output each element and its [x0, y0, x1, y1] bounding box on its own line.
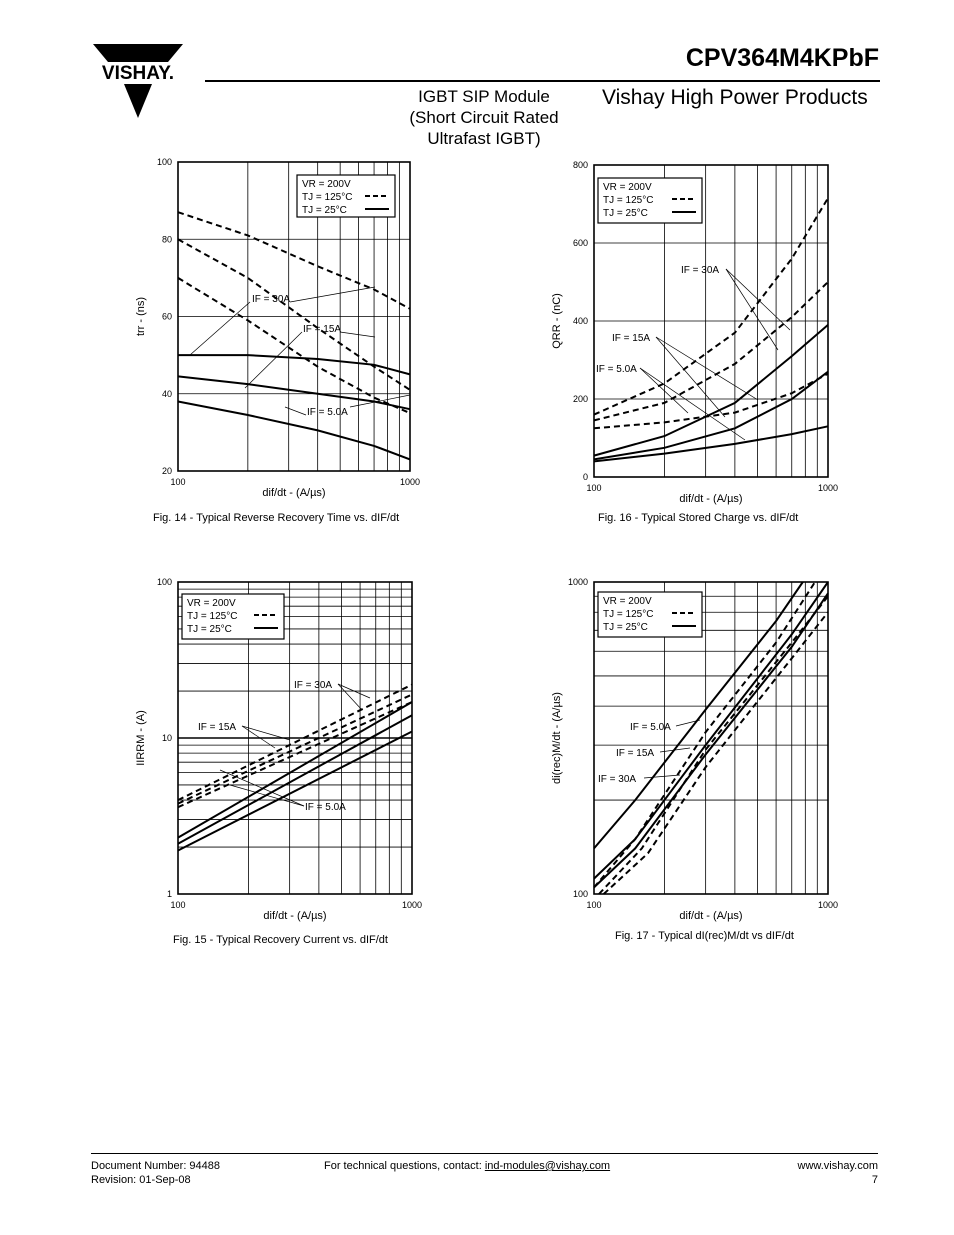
fig16-svg	[540, 155, 850, 505]
module-description	[384, 86, 584, 149]
legend-tj125: TJ = 125°C	[603, 609, 654, 620]
series-line	[178, 212, 410, 309]
fig17-svg	[540, 570, 850, 922]
annotation-leader	[220, 770, 304, 806]
series-line	[178, 715, 412, 844]
fig14-svg	[130, 155, 430, 499]
y-axis-label: trr - (ns)	[135, 296, 147, 337]
y-axis-label: IIRRM - (A)	[135, 710, 147, 766]
annotation-label: IF = 5.0A	[596, 364, 637, 375]
caption-fig15: Fig. 15 - Typical Recovery Current vs. dIF/dt	[173, 934, 388, 946]
annotation-leader	[340, 332, 375, 337]
x-axis-label: dif/dt - (A/µs)	[679, 493, 743, 505]
series-line	[594, 325, 828, 456]
y-tick-label: 800	[572, 160, 588, 170]
legend-vr: V​R = 200V	[302, 179, 351, 190]
legend-tj125: TJ = 125°C	[187, 611, 238, 622]
chart-fig17	[540, 570, 850, 922]
annotation-label: IF = 15A	[198, 722, 237, 733]
series-line	[178, 732, 412, 851]
y-tick-label: 200	[572, 394, 588, 404]
x-axis-label: dif/dt - (A/µs)	[262, 487, 326, 499]
caption-fig16: Fig. 16 - Typical Stored Charge vs. dIF/dt	[598, 512, 799, 524]
annotation-leader	[656, 337, 725, 417]
chart-fig14	[130, 155, 430, 500]
annotation-label: IF = 30A	[252, 294, 291, 305]
y-tick-label: 100	[156, 577, 172, 587]
legend-tj25: TJ = 25°C	[302, 205, 347, 216]
y-tick-label: 60	[161, 311, 172, 322]
annotation-label: IF = 15A	[612, 333, 651, 344]
annotation-leader	[285, 407, 306, 415]
document-number: Document Number: 94488	[91, 1160, 221, 1172]
annotation-label: IF = 15A	[303, 324, 342, 335]
x-tick-label: 1000	[817, 900, 839, 910]
y-tick-label: 20	[161, 466, 172, 476]
part-number: CPV364M4KPbF	[685, 44, 879, 72]
y-tick-label: 400	[572, 316, 588, 326]
series-line	[178, 685, 412, 801]
annotation-leader	[644, 775, 680, 778]
x-tick-label: 1000	[401, 900, 423, 910]
y-axis-label: QRR - (nC)	[551, 293, 563, 349]
annotation-leader	[350, 395, 410, 407]
legend-vr: V​R = 200V	[187, 598, 236, 609]
chart-fig15	[130, 570, 430, 922]
footer-rule	[91, 1153, 878, 1154]
legend-tj25: TJ = 25°C	[603, 208, 648, 219]
x-axis-label: dif/dt - (A/µs)	[679, 910, 743, 922]
contact-email-link[interactable]: ind-modules@vishay.com	[484, 1160, 611, 1172]
module-line-3: Ultrafast IGBT)	[427, 129, 541, 148]
annotation-leader	[242, 726, 275, 748]
fig15-svg	[130, 570, 430, 922]
series-line	[178, 239, 410, 390]
annotation-label: IF = 15A	[616, 748, 655, 759]
legend-tj125: TJ = 125°C	[302, 192, 353, 203]
annotation-leader	[726, 269, 778, 350]
legend-vr: V​R = 200V	[603, 182, 652, 193]
chart-fig16	[540, 155, 850, 505]
y-tick-label: 1	[166, 889, 172, 899]
annotation-label: IF = 30A	[294, 680, 333, 691]
series-line	[594, 426, 828, 461]
y-tick-label: 10	[161, 733, 172, 743]
y-tick-label: 100	[572, 889, 588, 899]
legend-vr: V​R = 200V	[603, 596, 652, 607]
annotation-leader	[656, 337, 758, 400]
series-line	[178, 355, 410, 374]
x-tick-label: 100	[586, 900, 602, 910]
series-line	[594, 282, 828, 420]
annotation-leader	[230, 785, 304, 806]
annotation-leader	[190, 302, 250, 355]
legend-tj125: TJ = 125°C	[603, 195, 654, 206]
y-tick-label: 40	[161, 388, 172, 399]
annotation-leader	[245, 332, 302, 388]
annotation-label: IF = 30A	[598, 774, 637, 785]
y-axis-label: di(rec)M/dt - (A/µs)	[551, 692, 563, 784]
legend-tj25: TJ = 25°C	[187, 624, 232, 635]
caption-fig17: Fig. 17 - Typical dI(rec)M/dt vs dIF/dt	[615, 930, 794, 942]
y-tick-label: 0	[582, 472, 588, 482]
revision: Revision: 01-Sep-08	[91, 1174, 191, 1186]
series-line	[594, 198, 828, 415]
y-tick-label: 1000	[567, 577, 588, 587]
series-line	[178, 278, 410, 413]
x-tick-label: 100	[170, 900, 186, 910]
page-number: 7	[871, 1174, 878, 1186]
y-tick-label: 100	[156, 157, 172, 167]
x-tick-label: 1000	[399, 477, 421, 487]
header-rule	[205, 80, 880, 82]
logo-text: VISHAY.	[101, 63, 175, 84]
annotation-label: IF = 30A	[681, 265, 720, 276]
y-tick-label: 600	[572, 238, 588, 248]
module-line-2: (Short Circuit Rated	[409, 108, 559, 127]
brand-line: Vishay High Power Products	[602, 86, 868, 109]
module-line-1: IGBT SIP Module	[418, 87, 550, 106]
y-tick-label: 80	[161, 234, 172, 245]
annotation-leader	[290, 287, 375, 302]
annotation-label: IF = 5.0A	[307, 407, 348, 418]
website[interactable]: www.vishay.com	[797, 1160, 878, 1172]
x-tick-label: 1000	[817, 483, 839, 493]
contact-line	[324, 1160, 610, 1172]
contact-prefix: For technical questions, contact:	[324, 1160, 485, 1172]
caption-fig14: Fig. 14 - Typical Reverse Recovery Time vs. dIF/dt	[153, 512, 400, 524]
legend-tj25: TJ = 25°C	[603, 622, 648, 633]
x-axis-label: dif/dt - (A/µs)	[263, 910, 327, 922]
annotation-label: IF = 5.0A	[630, 722, 671, 733]
x-tick-label: 100	[170, 477, 186, 487]
vishay-logo	[88, 40, 188, 122]
series-line	[178, 376, 410, 409]
annotation-label: IF = 5.0A	[305, 802, 346, 813]
x-tick-label: 100	[586, 483, 602, 493]
